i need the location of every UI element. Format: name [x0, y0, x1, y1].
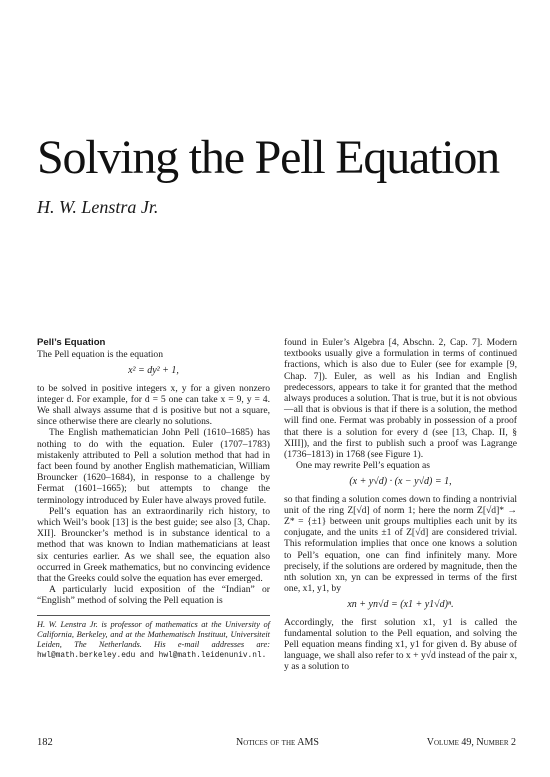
footnote-emails: hwl@math.berkeley.edu and hwl@math.leidenuniv.nl. [37, 651, 267, 660]
paragraph: Pell’s equation has an extraordinarily rich history, to which Weil’s book [13] is the best guide; see also [3, Chap. XII]. Brouncker’s method is in substance identical to a method that was known to Indian mathematicians at least six centuries earlier. As we shall see, the equation also occurred in Greek mathematics, but no convincing evidence that the Greeks could solve the equation has ever emerged. [37, 505, 270, 585]
journal-name: Notices of the AMS [236, 737, 319, 748]
paragraph: One may rewrite Pell’s equation as [296, 460, 431, 472]
article-title: Solving the Pell Equation [37, 131, 499, 184]
paragraph: to be solved in positive integers x, y for a given nonzero integer d. For example, for d = 5 one can take x = 9, y = 4. We shall always assume that d is positive but not a square, since otherwise there are clearly no solutions. [37, 382, 270, 428]
paragraph: so that finding a solution comes down to finding a nontrivial unit of the ring Z[√d] of norm 1; here the norm Z[√d]* → Z* = {±1} between unit groups multiplies each unit by its conjugate, and the units ±1 of Z[√d] are considered trivial. This reformulation implies that once one knows a solution to Pell’s equation, one can find infinitely many. More precisely, if the solutions are ordered by magnitude, then the nth solution xn, yn can be expressed in terms of the first one, x1, y1, by [284, 493, 517, 595]
equation: x² = dy² + 1, [128, 365, 179, 377]
section-heading: Pell’s Equation [37, 337, 106, 348]
equation: xn + yn√d = (x1 + y1√d)ⁿ. [347, 599, 454, 611]
equation: (x + y√d) · (x − y√d) = 1, [349, 476, 452, 488]
paragraph: found in Euler’s Algebra [4, Abschn. 2, Cap. 7]. Modern textbooks usually give a formulation in terms of continued fractions, which is also due to Euler (see for example [9, Chap. 7]). Euler, as well as his Indian and English predecessors, appears to take it for granted that the method always produces a solution. That is true, but it is not obvious—all that is obvious is that if there is a solution, the method will find one. Fermat was probably in possession of a proof that there is a solution for every d (see [13, Chap. II, § XIII]), and the first to publish such a proof was Lagrange (1736–1813) in 1768 (see Figure 1). [284, 337, 517, 461]
footnote-text: H. W. Lenstra Jr. is professor of mathematics at the University of California, Berkeley, and at the Mathematisch Instituut, Universiteit Leiden, The Netherlands. His e-mail addresses are: [37, 619, 270, 649]
author-byline: H. W. Lenstra Jr. [37, 197, 159, 217]
left-column [37, 337, 270, 661]
paragraph: The English mathematician John Pell (1610–1685) has nothing to do with the equation. Euler (1707–1783) mistakenly attributed to Pell a solution method that had in fact been found by another English mathematician, William Brouncker (1620–1684), in response to a challenge by Fermat (1601–1665); but attempts to change the terminology introduced by Euler have always proved futile. [37, 427, 270, 506]
paragraph: The Pell equation is the equation [37, 349, 164, 361]
right-column [284, 337, 517, 673]
volume-info: Volume 49, Number 2 [426, 737, 516, 748]
author-footnote [37, 615, 270, 661]
page-number: 182 [37, 737, 53, 748]
paragraph: A particularly lucid exposition of the “Indian” or “English” method of solving the Pell equation is [37, 584, 270, 607]
paragraph: Accordingly, the first solution x1, y1 is called the fundamental solution to the Pell equation, and solving the Pell equation means finding x1, y1 for given d. By abuse of language, we shall also refer to x + y√d instead of the pair x, y as a solution to [284, 616, 517, 673]
